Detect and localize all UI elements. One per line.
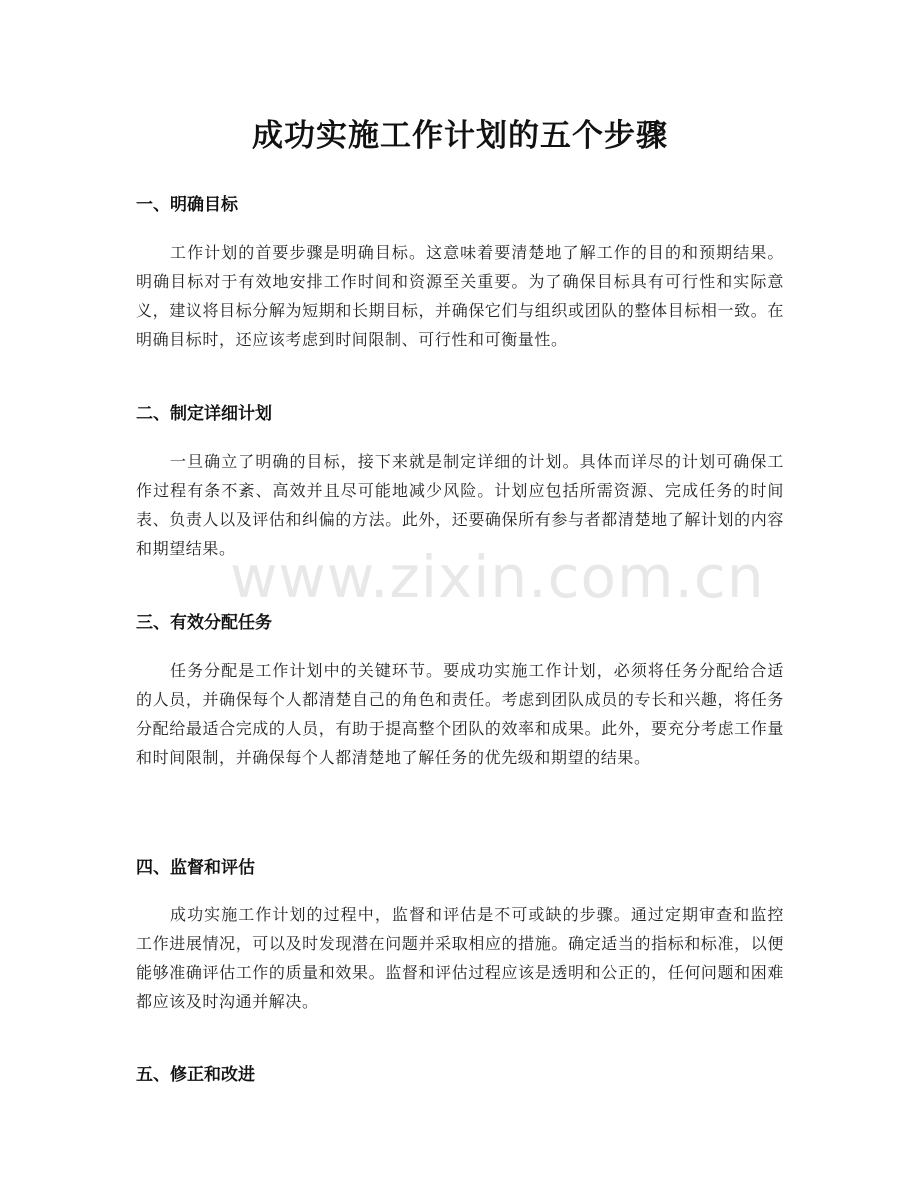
section-heading-4: 四、监督和评估 (136, 858, 255, 878)
section-paragraph-1: 工作计划的首要步骤是明确目标。这意味着要清楚地了解工作的目的和预期结果。明确目标对于有效地安排工作时间和资源至关重要。为了确保目标具有可行性和实际意义，建议将目标分解为短期和长期目标，并确保它们与组织或团队的整体目标相一致。在明确目标时，还应该考虑到时间限制、可行性和可衡量性。 (136, 243, 784, 349)
section-heading-3: 三、有效分配任务 (136, 613, 272, 633)
document-title: 成功实施工作计划的五个步骤 (252, 118, 668, 154)
section-heading-5: 五、修正和改进 (136, 1065, 255, 1085)
section-heading-2: 二、制定详细计划 (136, 404, 272, 424)
section-paragraph-2: 一旦确立了明确的目标，接下来就是制定详细的计划。具体而详尽的计划可确保工作过程有条不紊、高效并且尽可能地减少风险。计划应包括所需资源、完成任务的时间表、负责人以及评估和纠偏的方法。此外，还要确保所有参与者都清楚地了解计划的内容和期望结果。 (136, 452, 784, 558)
section-paragraph-4: 成功实施工作计划的过程中，监督和评估是不可或缺的步骤。通过定期审查和监控工作进展情况，可以及时发现潜在问题并采取相应的措施。确定适当的指标和标准，以便能够准确评估工作的质量和效果。监督和评估过程应该是透明和公正的，任何问题和困难都应该及时沟通并解决。 (136, 905, 784, 1011)
watermark: www.zixin.com.cn (230, 543, 765, 611)
section-heading-1: 一、明确目标 (136, 195, 238, 215)
section-paragraph-3: 任务分配是工作计划中的关键环节。要成功实施工作计划，必须将任务分配给合适的人员，并确保每个人都清楚自己的角色和责任。考虑到团队成员的专长和兴趣，将任务分配给最适合完成的人员，有助于提高整个团队的效率和成果。此外，要充分考虑工作量和时间限制，并确保每个人都清楚地了解任务的优先级和期望的结果。 (136, 661, 784, 767)
